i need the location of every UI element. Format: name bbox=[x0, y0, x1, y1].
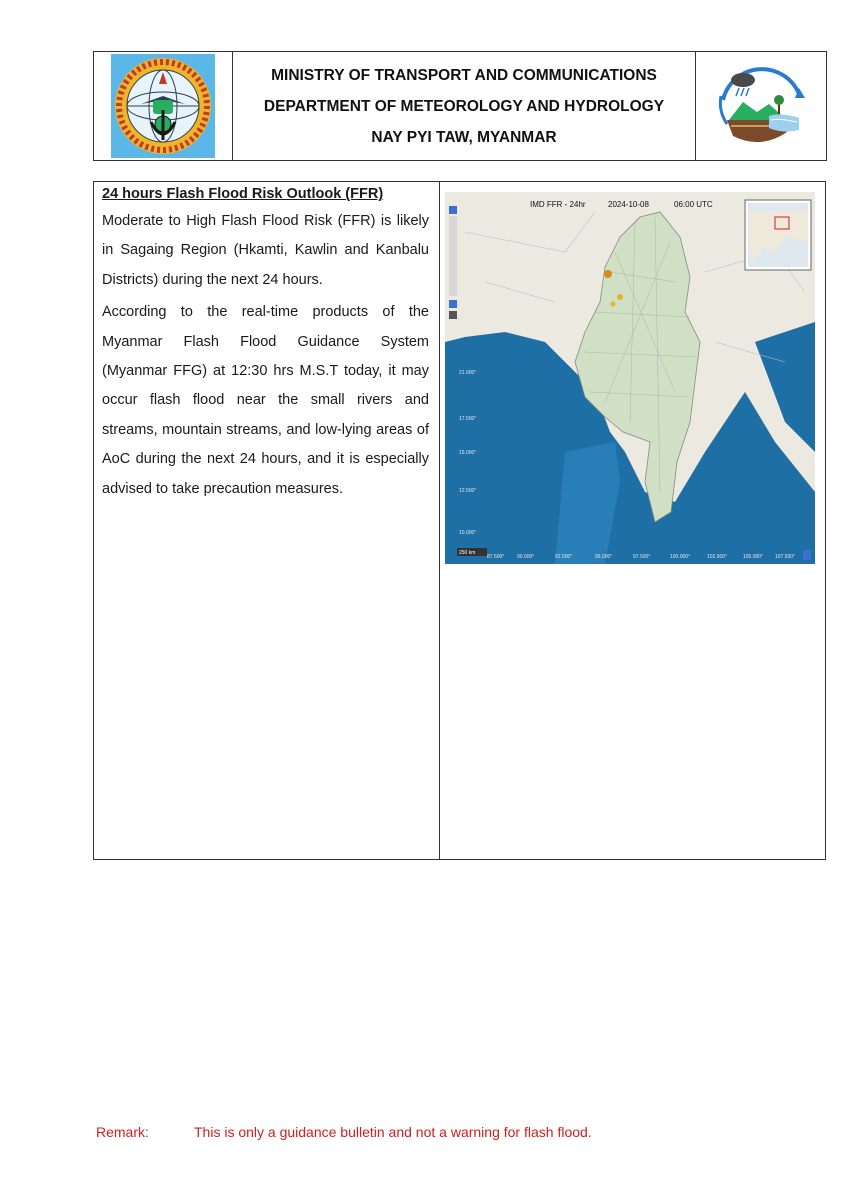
lat-label: 10.000° bbox=[459, 530, 477, 536]
ministry-name: MINISTRY OF TRANSPORT AND COMMUNICATIONS bbox=[271, 66, 657, 84]
remark-label: Remark: bbox=[96, 1124, 149, 1140]
map-product-label: IMD FFR - 24hr bbox=[530, 200, 586, 209]
bulletin-header bbox=[93, 51, 827, 161]
layer-button[interactable] bbox=[449, 311, 457, 319]
risk-summary: Moderate to High Flash Flood Risk (FFR) is likely in Sagaing Region (Hkamti, Kawlin and Kanbalu Districts) during the next 24 hours. bbox=[102, 213, 429, 288]
flash-flood-risk-map[interactable] bbox=[445, 192, 815, 564]
lon-label: 107.500° bbox=[775, 554, 796, 560]
hydrological-cycle-icon bbox=[709, 54, 813, 158]
lon-label: 105.000° bbox=[743, 554, 764, 560]
zoom-out-button[interactable] bbox=[449, 300, 457, 308]
zoom-in-button[interactable] bbox=[449, 206, 457, 214]
remark-line bbox=[96, 1124, 592, 1140]
lon-label: 100.000° bbox=[670, 554, 691, 560]
scale-bar-label: 250 km bbox=[459, 550, 476, 556]
lat-label: 21.000° bbox=[459, 370, 477, 376]
ministry-emblem-icon bbox=[111, 54, 215, 158]
ffg-advisory: According to the real-time products of the Myanmar Flash Flood Guidance System (Myanmar FFG) at 12:30 hrs M.S.T today, it may occur flash flood near the small rivers and streams, mountain streams, and low-lying areas of AoC during the next 24 hours, and it is especially advised to take precaution measures. bbox=[102, 304, 429, 497]
map-column bbox=[440, 182, 825, 859]
lat-label: 12.500° bbox=[459, 488, 477, 494]
lat-label: 17.500° bbox=[459, 416, 477, 422]
map-time-label: 06:00 UTC bbox=[674, 200, 713, 209]
map-date-label: 2024-10-08 bbox=[608, 200, 649, 209]
bulletin-text-column bbox=[94, 182, 440, 859]
lon-label: 90.000° bbox=[517, 554, 535, 560]
risk-marker-hkamti bbox=[604, 270, 612, 278]
location-name: NAY PYI TAW, MYANMAR bbox=[371, 128, 557, 146]
map-canvas bbox=[445, 192, 815, 564]
left-logo-cell bbox=[94, 52, 233, 160]
risk-marker-kanbalu bbox=[611, 302, 616, 307]
bulletin-heading: 24 hours Flash Flood Risk Outlook (FFR) bbox=[102, 186, 384, 202]
lon-label: 95.000° bbox=[595, 554, 613, 560]
header-title-block bbox=[233, 52, 695, 160]
lat-label: 15.000° bbox=[459, 450, 477, 456]
right-logo-cell bbox=[695, 52, 826, 160]
zoom-slider[interactable] bbox=[449, 216, 457, 296]
lon-label: 87.500° bbox=[487, 554, 505, 560]
lon-label: 92.500° bbox=[555, 554, 573, 560]
info-button[interactable] bbox=[803, 550, 811, 560]
risk-marker-kawlin bbox=[617, 294, 623, 300]
lon-label: 102.500° bbox=[707, 554, 728, 560]
department-name: DEPARTMENT OF METEOROLOGY AND HYDROLOGY bbox=[263, 97, 665, 115]
bulletin-body bbox=[93, 181, 826, 860]
lon-label: 97.500° bbox=[633, 554, 651, 560]
remark-text: This is only a guidance bulletin and not a warning for flash flood. bbox=[194, 1124, 592, 1140]
